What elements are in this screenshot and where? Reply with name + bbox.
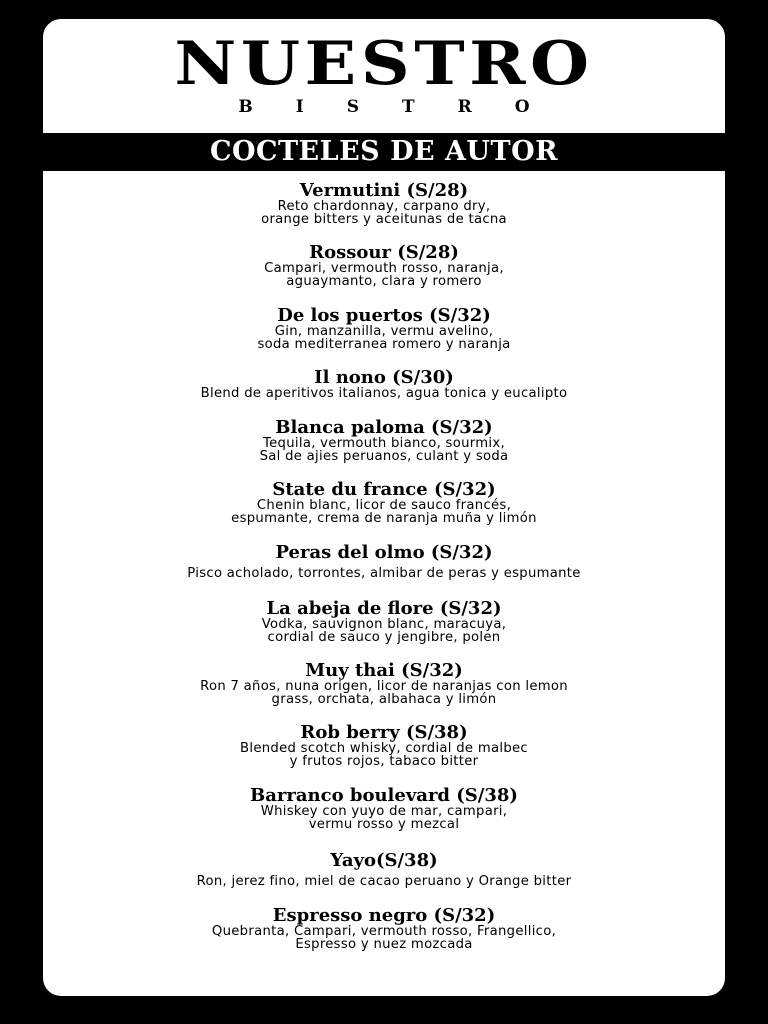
cocktail-description: Blended scotch whisky, cordial de malbec y frutos rojos, tabaco bitter: [240, 741, 528, 769]
cocktail-name: State du france (S/32): [272, 479, 496, 500]
list-item: [43, 723, 725, 768]
cocktail-description: Ron, jerez fino, miel de cacao peruano y Orange bitter: [196, 874, 572, 889]
cocktail-name: Rob berry (S/38): [300, 722, 468, 743]
brand-subtitle: BISTRO: [238, 97, 573, 117]
cocktail-name: Espresso negro (S/32): [272, 905, 496, 926]
list-item: [43, 661, 725, 706]
cocktail-description: Whiskey con yuyo de mar, campari, vermu rosso y mezcal: [260, 804, 508, 832]
list-item: [43, 306, 725, 351]
cocktail-name: Il nono (S/30): [314, 367, 454, 388]
brand-name: NUESTRO: [174, 29, 594, 99]
cocktail-name: Muy thai (S/32): [305, 660, 463, 681]
cocktail-name: Barranco boulevard (S/38): [250, 785, 518, 806]
cocktail-name: De los puertos (S/32): [277, 305, 491, 326]
list-item: [43, 368, 725, 401]
list-item: [43, 418, 725, 463]
cocktail-description: Campari, vermouth rosso, naranja, aguaymanto, clara y romero: [264, 261, 504, 289]
cocktail-description: Reto chardonnay, carpano dry, orange bitters y aceitunas de tacna: [261, 199, 507, 227]
cocktail-description: Ron 7 años, nuna origen, licor de naranjas con lemon grass, orchata, albahaca y limón: [200, 679, 568, 707]
cocktail-name: Peras del olmo (S/32): [275, 542, 493, 563]
cocktail-description: Tequila, vermouth bianco, sourmix, Sal de ajies peruanos, culant y soda: [259, 436, 509, 464]
cocktail-name: Yayo(S/38): [330, 850, 438, 871]
list-item: [43, 543, 725, 581]
cocktail-name: Rossour (S/28): [309, 242, 459, 263]
list-item: [43, 181, 725, 226]
cocktail-description: Blend de aperitivos italianos, agua tonica y eucalipto: [200, 386, 568, 401]
list-item: [43, 243, 725, 288]
cocktail-name: La abeja de flore (S/32): [266, 598, 502, 619]
list-item: [43, 599, 725, 644]
cocktail-name: Blanca paloma (S/32): [275, 417, 493, 438]
list-item: [43, 906, 725, 951]
cocktail-description: Vodka, sauvignon blanc, maracuya, cordial de sauco y jengibre, polen: [261, 617, 507, 645]
cocktail-name: Vermutini (S/28): [299, 180, 469, 201]
cocktail-description: Pisco acholado, torrontes, almibar de peras y espumante: [187, 566, 581, 581]
cocktail-description: Gin, manzanilla, vermu avelino, soda mediterranea romero y naranja: [257, 324, 511, 352]
brand-logo: [43, 29, 725, 117]
list-item: [43, 851, 725, 889]
list-item: [43, 786, 725, 831]
cocktail-description: Quebranta, Campari, vermouth rosso, Frangellico, Espresso y nuez mozcada: [211, 924, 557, 952]
list-item: [43, 480, 725, 525]
section-title: COCTELES DE AUTOR: [43, 133, 725, 171]
menu-card: [43, 19, 725, 996]
cocktail-description: Chenin blanc, licor de sauco francés, espumante, crema de naranja muña y limón: [231, 498, 537, 526]
